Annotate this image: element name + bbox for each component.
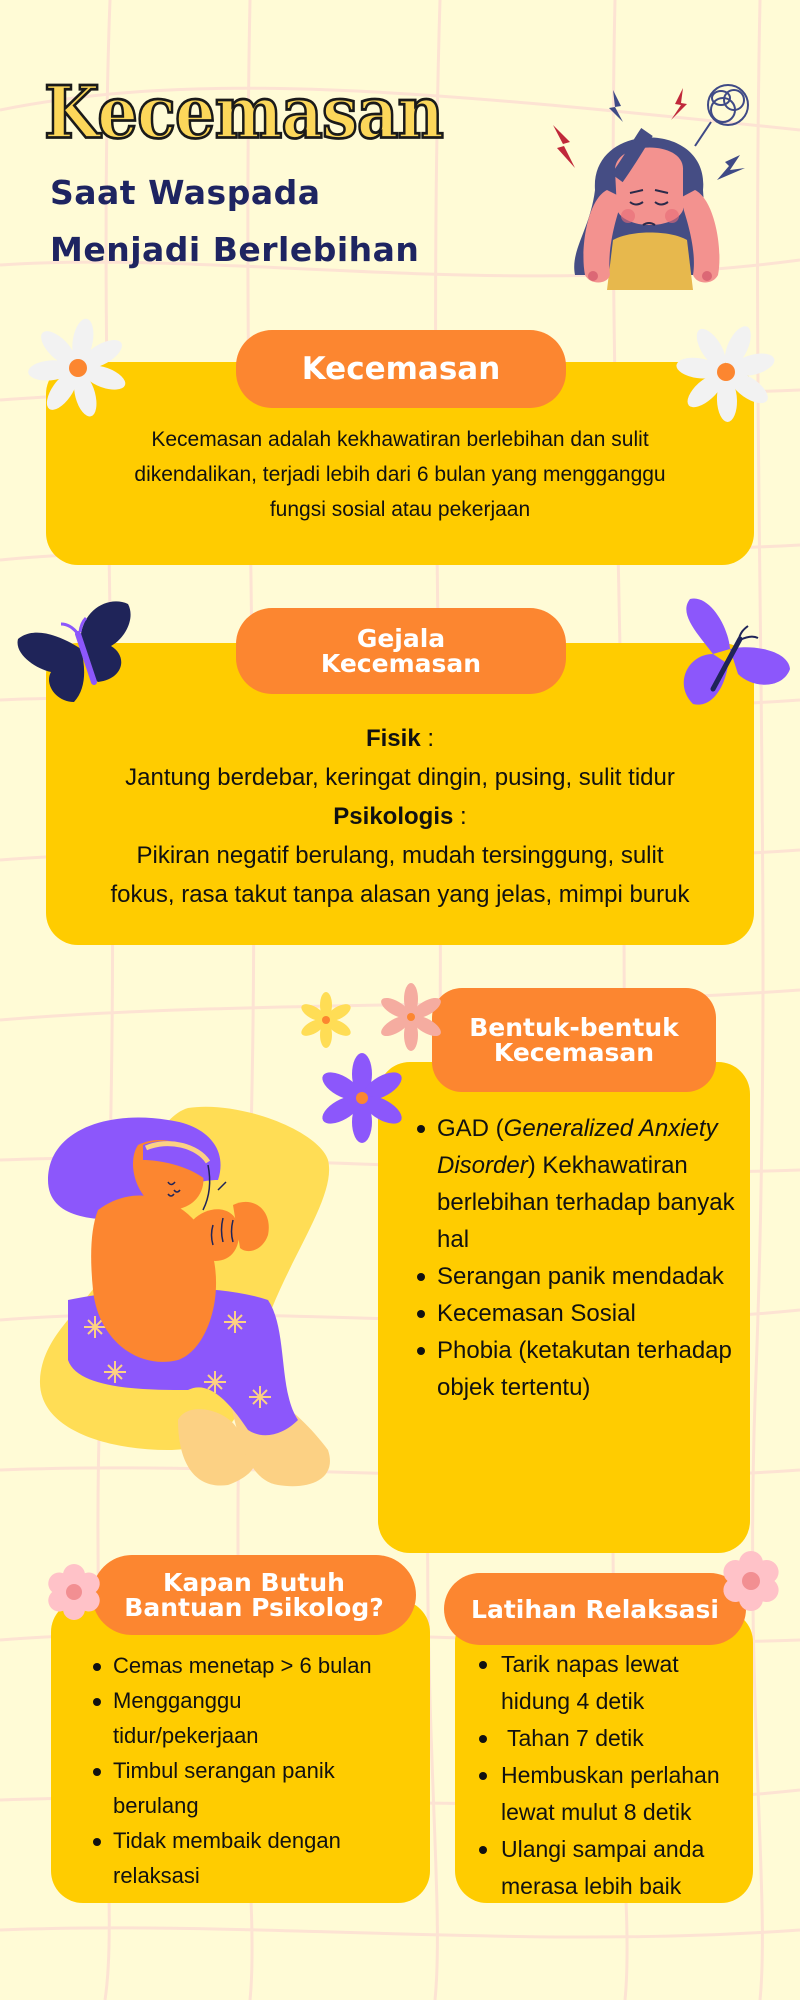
purple-flower-icon xyxy=(314,1050,410,1146)
butterfly-purple-icon xyxy=(668,594,793,709)
psych-heading xyxy=(46,797,754,836)
physical-heading xyxy=(46,719,754,758)
gad-prefix: GAD ( xyxy=(437,1115,504,1142)
when-help-heading xyxy=(92,1555,416,1635)
types-item: Phobia (ketakutan terhadap objek tertentu) xyxy=(415,1332,735,1406)
types-card xyxy=(378,1062,750,1553)
types-heading xyxy=(432,988,716,1092)
physical-text: Jantung berdebar, keringat dingin, pusing, sulit tidur xyxy=(125,764,675,791)
relaxation-card xyxy=(455,1610,753,1903)
when-help-card xyxy=(51,1600,430,1903)
psych-text-line-1: Pikiran negatif berulang, mudah tersinggung, sulit xyxy=(136,842,664,869)
yellow-flower-icon xyxy=(296,990,356,1050)
definition-heading xyxy=(236,330,566,408)
relaxation-list xyxy=(477,1646,752,1905)
physical-label: Fisik xyxy=(365,725,421,752)
physical-colon: : xyxy=(420,725,435,752)
relaxation-heading-text: Latihan Relaksasi xyxy=(471,1594,719,1624)
when-help-list xyxy=(91,1648,391,1893)
stressed-woman-holding-head-icon xyxy=(535,80,775,290)
definition-heading-text: Kecemasan xyxy=(301,350,501,387)
when-help-item: Cemas menetap > 6 bulan xyxy=(91,1648,391,1683)
psych-label: Psikologis xyxy=(333,803,454,830)
when-help-item: Mengganggu tidur/pekerjaan xyxy=(91,1683,391,1753)
types-item: Kecemasan Sosial xyxy=(415,1295,735,1332)
when-help-item: Tidak membaik dengan relaksasi xyxy=(91,1823,391,1893)
definition-line-2: dikendalikan, terjadi lebih dari 6 bulan yang mengganggu xyxy=(134,463,666,486)
page-title: Kecemasan xyxy=(44,71,443,156)
relaxation-heading xyxy=(444,1573,746,1645)
types-heading-line-1: Bentuk-bentuk xyxy=(469,1013,679,1042)
white-daisy-icon xyxy=(676,322,776,422)
subtitle-line-1: Saat Waspada xyxy=(50,173,321,212)
relaxation-item: Tahan 7 detik xyxy=(477,1720,752,1757)
psych-colon: : xyxy=(453,803,467,830)
white-daisy-icon xyxy=(28,318,128,418)
symptoms-heading-line-2: Kecemasan xyxy=(320,649,482,678)
gad-full-name: Generalized Anxiety Disorder xyxy=(437,1115,718,1179)
pink-flower-icon xyxy=(717,1547,785,1615)
types-heading-line-2: Kecemasan xyxy=(493,1038,655,1067)
when-help-item: Timbul serangan panik berulang xyxy=(91,1753,391,1823)
types-item xyxy=(415,1110,735,1258)
symptoms-heading-line-1: Gejala xyxy=(356,624,446,653)
subtitle-line-2: Menjadi Berlebihan xyxy=(50,230,420,269)
pink-flower-icon xyxy=(376,982,446,1052)
when-help-heading-line-2: Bantuan Psikolog? xyxy=(124,1593,384,1622)
types-item: Serangan panik mendadak xyxy=(415,1258,735,1295)
definition-line-3: fungsi sosial atau pekerjaan xyxy=(269,498,531,521)
relaxation-item: Hembuskan perlahan lewat mulut 8 detik xyxy=(477,1757,752,1831)
when-help-heading-line-1: Kapan Butuh xyxy=(163,1568,345,1597)
types-list xyxy=(415,1110,735,1406)
butterfly-dark-icon xyxy=(6,594,131,704)
gad-description: ) Kekhawatiran berlebihan terhadap banyak hal xyxy=(437,1152,735,1253)
psych-text-line-2: fokus, rasa takut tanpa alasan yang jelas, mimpi buruk xyxy=(110,881,690,908)
symptoms-heading xyxy=(236,608,566,694)
relaxation-item: Ulangi sampai anda merasa lebih baik xyxy=(477,1831,752,1905)
definition-line-1: Kecemasan adalah kekhawatiran berlebihan dan sulit xyxy=(151,428,649,451)
relaxation-item: Tarik napas lewat hidung 4 detik xyxy=(477,1646,752,1720)
woman-hugging-pillow-icon xyxy=(28,1090,368,1500)
pink-flower-icon xyxy=(42,1560,106,1624)
